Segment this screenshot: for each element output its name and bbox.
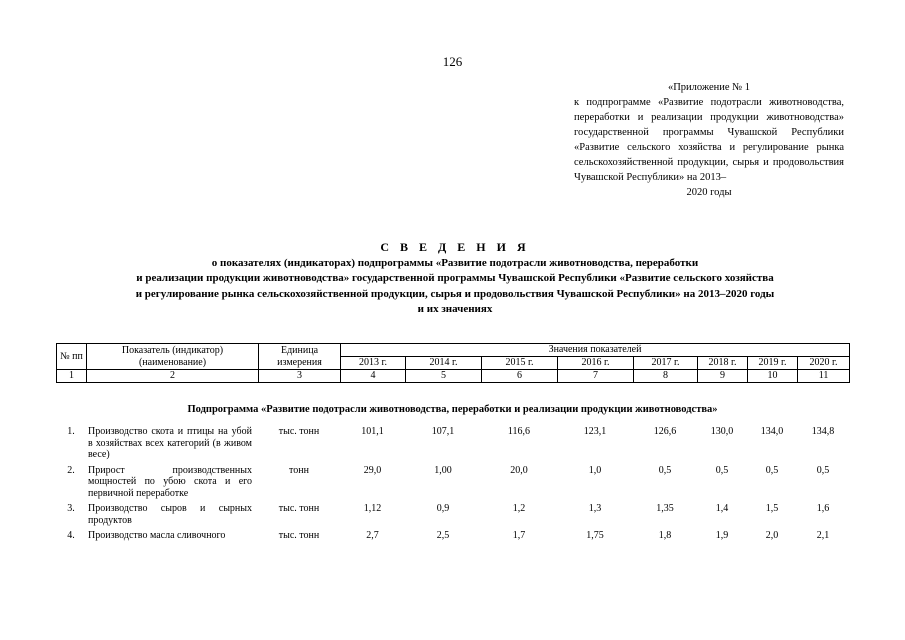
header-year: 2018 г. <box>698 357 748 370</box>
row-value: 20,0 <box>510 464 528 476</box>
row-value: 130,0 <box>710 426 734 437</box>
column-number: 6 <box>482 370 558 383</box>
subprogram-title: Подпрограмма «Развитие подотрасли животноводства, переработки и реализации продукции животноводства» <box>187 404 718 415</box>
row-value: 101,1 <box>361 426 384 437</box>
row-indicator: Производство масла сливочного <box>88 530 226 541</box>
row-unit: тыс. тонн <box>278 426 320 437</box>
column-number: 11 <box>798 370 850 383</box>
row-value: 126,6 <box>653 426 677 437</box>
header-number: № пп <box>57 344 87 370</box>
row-number: 3. <box>67 503 75 514</box>
heading-line-2: и реализации продукции животноводства» государственной программы Чувашской Республики «Развитие сельского хозяйства <box>136 272 774 284</box>
column-number: 5 <box>406 370 482 383</box>
row-unit: тонн <box>289 464 309 476</box>
header-year: 2017 г. <box>634 357 698 370</box>
row-value: 0,5 <box>715 464 729 476</box>
column-number: 4 <box>341 370 406 383</box>
row-value: 1,4 <box>715 503 729 514</box>
indicators-table-header <box>56 343 850 383</box>
appendix-last-line: 2020 годы <box>686 187 732 198</box>
row-unit: тыс. тонн <box>278 503 320 514</box>
row-value: 2,1 <box>816 530 830 541</box>
row-value: 1,8 <box>658 530 672 541</box>
header-year: 2013 г. <box>341 357 406 370</box>
heading-line-1: о показателях (индикаторах) подпрограммы «Развитие подотрасли животноводства, переработки <box>211 256 699 269</box>
header-year: 2016 г. <box>558 357 634 370</box>
column-number: 2 <box>87 370 259 383</box>
row-value: 1,00 <box>434 464 452 476</box>
header-year: 2020 г. <box>798 357 850 370</box>
row-value: 2,7 <box>366 530 379 541</box>
row-value: 1,6 <box>816 503 830 514</box>
row-value: 2,5 <box>436 530 450 541</box>
row-value: 0,5 <box>658 464 672 476</box>
row-value: 2,0 <box>765 530 779 541</box>
header-values: Значения показателей <box>341 344 850 357</box>
row-value: 0,5 <box>765 464 779 476</box>
heading-line-4: и их значениях <box>417 303 493 315</box>
row-unit: тыс. тонн <box>278 530 320 541</box>
heading-line-3: и регулирование рынка сельскохозяйственной продукции, сырья и продовольствия Чувашской Республики» на 2013–2020 годы <box>135 287 775 300</box>
column-number: 3 <box>259 370 341 383</box>
row-value: 1,3 <box>588 503 602 514</box>
table-row <box>56 530 849 546</box>
column-number: 1 <box>57 370 87 383</box>
column-number: 7 <box>558 370 634 383</box>
row-number: 4. <box>67 530 75 541</box>
row-value: 1,12 <box>363 503 382 514</box>
row-value: 107,1 <box>431 426 455 437</box>
row-value: 1,2 <box>512 503 526 514</box>
header-indicator: Показатель (индикатор) (наименование) <box>87 344 259 370</box>
row-value: 1,35 <box>656 503 674 514</box>
appendix-note <box>574 80 844 200</box>
table-row <box>56 503 849 530</box>
appendix-body: к подпрограмме «Развитие подотрасли животноводства, переработки и реализации продукции животноводства» государственной программы Чувашской Республики «Развитие сельского хозяйства и регулирование рынка сельскохозяйственной продукции, сырья и продовольствия Чувашской Республики» на 2013– <box>574 97 844 183</box>
row-indicator: Производство скота и птицы на убой в хозяйствах всех категорий (в живом весе) <box>88 426 252 460</box>
row-value: 1,5 <box>765 503 779 514</box>
row-value: 134,8 <box>811 426 835 437</box>
row-value: 116,6 <box>507 426 531 437</box>
row-number: 2. <box>67 464 75 476</box>
row-value: 0,5 <box>816 464 830 476</box>
header-year: 2014 г. <box>406 357 482 370</box>
row-value: 1,9 <box>715 530 729 541</box>
heading-title: С В Е Д Е Н И Я <box>380 240 530 254</box>
appendix-title: «Приложение № 1 <box>667 82 751 93</box>
row-value: 1,7 <box>512 530 526 541</box>
row-indicator: Производство сыров и сырных продуктов <box>88 503 252 526</box>
row-number: 1. <box>67 426 75 437</box>
row-value: 123,1 <box>583 426 607 437</box>
indicators-table-body <box>56 426 849 546</box>
page-number: 126 <box>442 54 463 69</box>
row-value: 134,0 <box>760 426 784 437</box>
column-number: 8 <box>634 370 698 383</box>
table-row <box>56 426 849 465</box>
header-unit: Единица измерения <box>259 344 341 370</box>
row-value: 29,0 <box>363 464 382 476</box>
header-year: 2015 г. <box>482 357 558 370</box>
row-value: 0,9 <box>436 503 450 514</box>
document-heading <box>40 240 870 318</box>
row-value: 1,0 <box>588 464 602 476</box>
column-number: 9 <box>698 370 748 383</box>
column-number: 10 <box>748 370 798 383</box>
table-row <box>56 465 849 504</box>
row-indicator: Прирост производственных мощностей по убою скота и его первичной переработке <box>88 464 252 499</box>
row-value: 1,75 <box>586 530 604 541</box>
header-year: 2019 г. <box>748 357 798 370</box>
